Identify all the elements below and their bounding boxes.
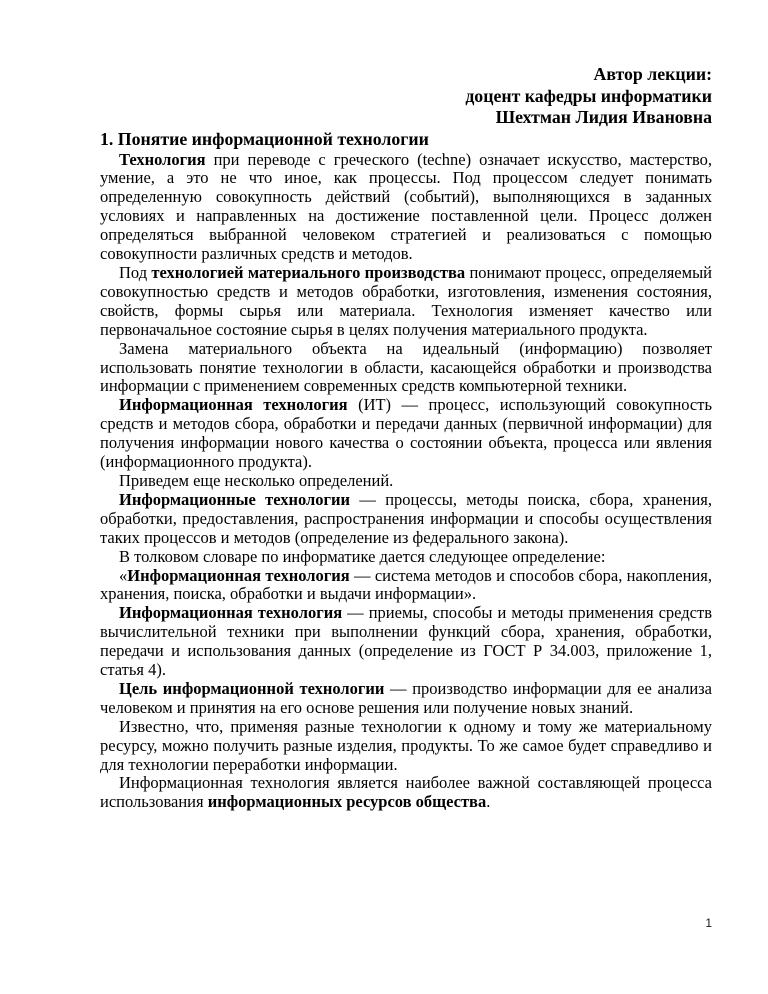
author-line: доцент кафедры информатики — [465, 85, 712, 106]
page-number: 1 — [705, 916, 712, 930]
author-block — [100, 64, 712, 129]
paragraph — [100, 472, 712, 491]
text-run: Известно, что, применяя разные технологии к одному и тому же материальному ресурсу, можно получить разные изделия, продукты. То же самое будет справедливо и для технологии переработки информации. — [100, 716, 712, 774]
paragraph — [100, 680, 712, 718]
paragraph — [100, 491, 712, 548]
text-run: при переводе с греческого (techne) означает искусство, мастерство, умение, а это не что иное, как процессы. Под процессом следует понимать определенную совокупность действий (событий), выполняющихся в заданных условиях и направленных на достижение поставленной цели. Процесс должен определяться выбранной человеком стратегией и реализоваться с помощью совокупности различных средств и методов. — [100, 149, 712, 264]
paragraph — [100, 151, 712, 264]
text-run: — приемы, способы и методы применения средств вычислительной техники при выполнении функций сбора, хранения, обработки, передачи и использования данных (определение из ГОСТ Р 34.003, приложение 1, статья 4). — [100, 603, 713, 680]
paragraph — [100, 718, 712, 775]
text-run: (ИТ) — процесс, использующий совокупность средств и методов сбора, обработки и передачи данных (первичной информации) для получения информации нового качества о состоянии объекта, процесса или явления (информационного продукта). — [100, 395, 712, 472]
bold-text-run: Информационная технология — [119, 395, 348, 415]
section-heading: 1. Понятие информационной технологии — [100, 128, 429, 149]
text-run: Замена материального объекта на идеальный (информацию) позволяет использовать понятие технологии в области, касающейся обработки и производства информации с применением современных средств компьютерной техники. — [100, 338, 712, 396]
paragraph — [100, 774, 712, 812]
paragraph — [100, 264, 712, 340]
document-body — [100, 151, 712, 813]
text-run: — система методов и способов сбора, накопления, хранения, поиска, обработки и выдачи информации». — [100, 565, 712, 604]
paragraph — [100, 396, 712, 472]
paragraph — [100, 548, 712, 567]
page-content — [100, 64, 712, 812]
paragraph — [100, 604, 712, 680]
text-run: . — [486, 792, 491, 812]
text-run: — производство информации для ее анализа человеком и принятия на его основе решения или получение новых знаний. — [100, 678, 712, 717]
bold-text-run: Информационная технология — [127, 565, 350, 585]
text-run: — процессы, методы поиска, сбора, хранения, обработки, предоставления, распространения информации и способы осуществления таких процессов и методов (определение из федерального закона). — [100, 489, 713, 547]
bold-text-run: технологией материального производства — [151, 263, 466, 283]
bold-text-run: Информационные технологии — [119, 489, 351, 509]
author-line: Шехтман Лидия Ивановна — [495, 107, 712, 128]
text-run: Под — [119, 263, 152, 283]
bold-text-run: Технология — [119, 149, 206, 169]
paragraph — [100, 340, 712, 397]
text-run: Информационная технология является наиболее важной составляющей процесса использования — [100, 773, 712, 812]
paragraph — [100, 567, 712, 605]
text-run: В толковом словаре по информатике дается следующее определение: — [119, 546, 606, 566]
bold-text-run: информационных ресурсов общества — [207, 792, 487, 812]
bold-text-run: Цель информационной технологии — [119, 678, 385, 698]
text-run: Приведем еще несколько определений. — [119, 470, 394, 490]
author-line: Автор лекции: — [593, 64, 712, 84]
text-run: « — [119, 565, 128, 585]
text-run: понимают процесс, определяемый совокупностью средств и методов обработки, изготовления, изменения состояния, свойств, формы сырья или материала. Технология изменяет качество или первоначальное состояние сырья в целях получения материального продукта. — [100, 263, 712, 339]
bold-text-run: Информационная технология — [119, 603, 343, 623]
